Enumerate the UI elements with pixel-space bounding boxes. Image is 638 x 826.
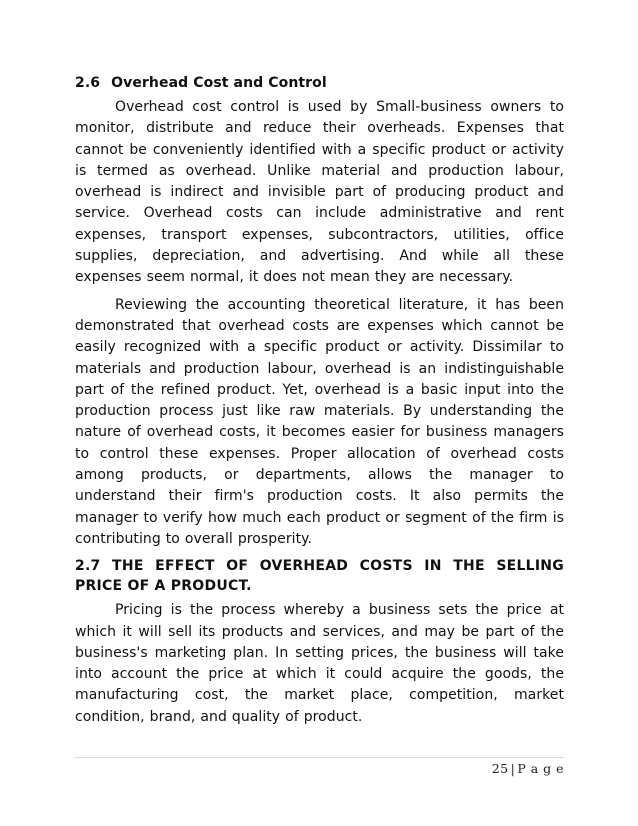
page-number-label <box>492 761 564 776</box>
paragraph-accounting-literature: Reviewing the accounting theoretical literature, it has been demonstrated that overhead costs are expenses which cannot be easily recognized with a specific product or activity. Dissimilar to materials and production labour, overhead is an indistinguishable part of the refined product. Yet, overhead is a basic input into the production process just like raw materials. By understanding the nature of overhead costs, it becomes easier for business managers to control these expenses. Proper allocation of overhead costs among products, or departments, allows the manager to understand their firm's production costs. It also permits the manager to verify how much each product or segment of the firm is contributing to overall prosperity. <box>75 296 564 547</box>
page-number: 25 <box>491 761 509 776</box>
section-heading-2-7: 2.7 THE EFFECT OF OVERHEAD COSTS IN THE SELLING PRICE OF A PRODUCT. <box>75 558 564 595</box>
footer-separator: | <box>510 761 516 776</box>
paragraph-pricing: Pricing is the process whereby a business sets the price at which it will sell its products and services, and may be part of the business's marketing plan. In setting prices, the business will take into account the price at which it could acquire the goods, the manufacturing cost, the market place, competition, market condition, brand, and quality of product. <box>75 602 564 725</box>
section-heading-2-6 <box>75 73 564 93</box>
section-title: Overhead Cost and Control <box>111 75 327 91</box>
page-body <box>75 73 564 734</box>
paragraph-overhead-control: Overhead cost control is used by Small-business owners to monitor, distribute and reduce their overheads. Expenses that cannot be conveniently identified with a specific product or activity is termed as overhead. Unlike material and production labour, overhead is indirect and invisible part of producing product and service. Overhead costs can include administrative and rent expenses, transport expenses, subcontractors, utilities, office supplies, depreciation, and advertising. And while all these expenses seem normal, it does not mean they are necessary. <box>75 99 564 286</box>
page-word: P a g e <box>517 761 564 776</box>
page-footer <box>75 757 564 776</box>
section-number: 2.6 <box>75 75 101 91</box>
